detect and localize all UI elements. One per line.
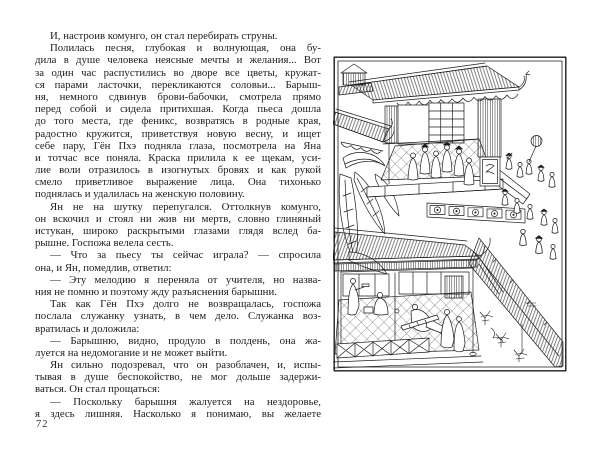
text-line: Так как Гён Пхэ долго не возвращалась, госпожа bbox=[50, 298, 321, 311]
text-line: — Барышню, видно, продуло в полдень, она жа- bbox=[50, 334, 321, 347]
text-line: он вскочил и стоял ни жив ни мертв, словно глиняный bbox=[35, 212, 321, 225]
text-line: лие воли отразилось в изогнутых бровях и как рукой bbox=[35, 164, 321, 177]
text-line: вратилась и доложила: bbox=[35, 322, 140, 335]
paragraph bbox=[35, 249, 321, 273]
paragraph bbox=[35, 298, 321, 335]
text-line: поднялась и удалилась на женскую половину. bbox=[35, 188, 245, 201]
text-line: — Поскольку барышня жалуется на нездоровье, bbox=[50, 395, 321, 408]
text-line: Ян не на шутку перепугался. Оттолкнув комунго, bbox=[50, 200, 321, 213]
paragraph bbox=[35, 396, 321, 420]
text-line: ния не помню и поэтому жду разъяснения барышни. bbox=[35, 285, 277, 298]
text-line: смело приветливое выражение лица. Она тихонько bbox=[35, 176, 321, 189]
text-line: я здесь лишняя. Насколько я понимаю, вы желаете bbox=[35, 407, 321, 420]
text-line: Полилась песня, глубокая и волнующая, она бу- bbox=[50, 42, 321, 55]
text-line: Ян сильно подозревал, что он разоблачен, и, испы- bbox=[50, 359, 321, 372]
text-line: — Что за пьесу ты сейчас играла? — спросила bbox=[50, 249, 321, 262]
text-line: послала служанку узнать, в чем дело. Служанка воз- bbox=[35, 310, 321, 323]
page-number: 72 bbox=[36, 419, 49, 430]
text-line: истукан, широко раскрытыми глазами глядя вслед ба- bbox=[35, 225, 321, 237]
text-line: тывая в душе беспокойство, не мог дольше задержи- bbox=[35, 371, 321, 384]
text-line: до того места, где феникс, возвратясь в родные края, bbox=[35, 115, 321, 128]
paragraph bbox=[35, 42, 321, 200]
text-line: ся парами ласточки, перекликаются соловьи... Барыш- bbox=[35, 78, 321, 91]
text-line: рышне. Госпожа велела сесть. bbox=[35, 237, 174, 250]
text-line: И, настроив комунго, он стал перебирать струны. bbox=[50, 30, 278, 42]
body-text bbox=[35, 30, 321, 420]
text-line: перед собой и сидела притихшая. Когда пьеса дошла bbox=[35, 103, 321, 116]
woodcut-illustration bbox=[333, 56, 567, 372]
text-line: ваться. Он стал прощаться: bbox=[35, 383, 160, 396]
paragraph bbox=[35, 274, 321, 298]
paragraph bbox=[35, 201, 321, 250]
paragraph bbox=[35, 335, 321, 359]
text-line: она, и Ян, помедлив, ответил: bbox=[35, 261, 172, 274]
text-line: себе пару, Гён Пхэ подняла глаза, посмотрела на Яна bbox=[35, 139, 321, 152]
text-line: и тотчас все поняла. Краска прилила к ее щекам, уси- bbox=[35, 151, 321, 164]
woodcut-illustration-svg bbox=[333, 56, 567, 372]
text-line: радостно кружится, приветствуя новую весну, и ищет bbox=[35, 127, 321, 140]
text-line: за один час распустились во дворе все цветы, кружат- bbox=[35, 66, 321, 79]
text-line: ня, немного сдвинув брови-бабочки, смотрела прямо bbox=[35, 90, 321, 103]
paragraph bbox=[35, 30, 321, 42]
text-line: — Эту мелодию я переняла от учителя, но назва- bbox=[50, 273, 321, 286]
paragraph bbox=[35, 359, 321, 396]
text-line: дила в душе человека неясные мечты и желания... Вот bbox=[35, 54, 321, 67]
text-line: луется на недомогание и не может выйти. bbox=[35, 346, 228, 359]
